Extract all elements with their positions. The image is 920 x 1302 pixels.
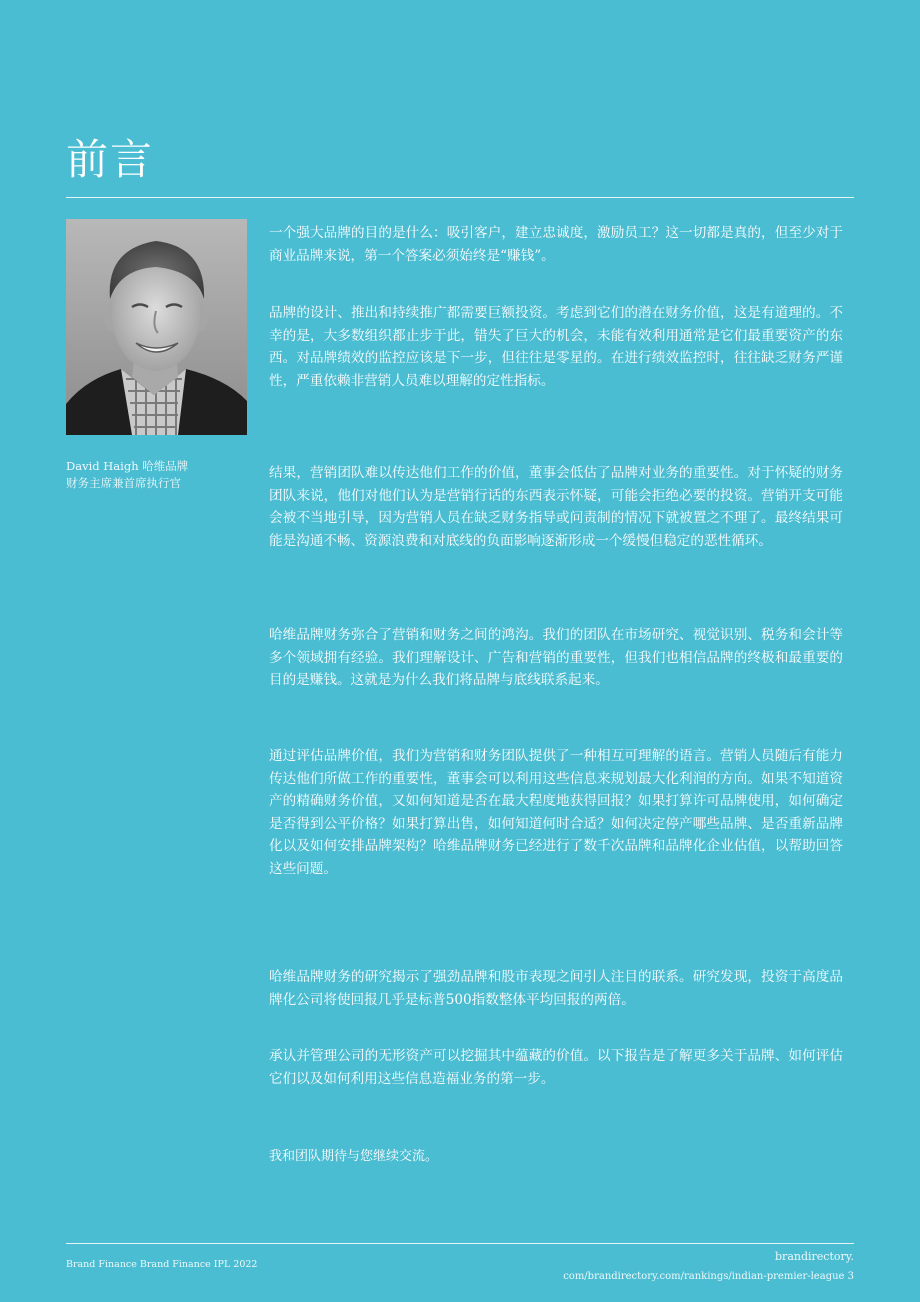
paragraph-1: 一个强大品牌的目的是什么：吸引客户，建立忠诚度，激励员工？这一切都是真的，但至少对于商业品牌来说，第一个答案必须始终是“赚钱”。 [269,225,843,264]
portrait-caption: David Haigh 哈维品牌财务主席兼首席执行官 [66,459,189,490]
paragraph-4: 哈维品牌财务弥合了营销和财务之间的鸿沟。我们的团队在市场研究、视觉识别、税务和会计等多个领域拥有经验。我们理解设计、广告和营销的重要性，但我们也相信品牌的终极和最重要的目的是赚钱。这就是为什么我们将品牌与底线联系起来。 [269,627,843,689]
paragraph-3: 结果，营销团队难以传达他们工作的价值，董事会低估了品牌对业务的重要性。对于怀疑的财务团队来说，他们对他们认为是营销行话的东西表示怀疑，可能会拒绝必要的投资。营销开支可能会被不当地引导，因为营销人员在缺乏财务指导或问责制的情况下就被置之不理了。最终结果可能是沟通不畅、资源浪费和对底线的负面影响逐渐形成一个缓慢但稳定的恶性循环。 [269,465,843,549]
closing-line: 我和团队期待与您继续交流。 [269,1149,439,1164]
portrait-illustration [66,219,247,435]
paragraph-2: 品牌的设计、推出和持续推广都需要巨额投资。考虑到它们的潜在财务价值，这是有道理的。不幸的是，大多数组织都止步于此，错失了巨大的机会，未能有效利用通常是它们最重要资产的东西。对品牌绩效的监控应该是下一步，但往往是零星的。在进行绩效监控时，往往缺乏财务严谨性，严重依赖非营销人员难以理解的定性指标。 [269,305,843,389]
footer-link[interactable] [563,1247,854,1287]
title-divider [66,197,854,198]
footer-link-line2[interactable]: com/brandirectory.com/rankings/indian-premier-league 3 [563,1271,854,1282]
footer-link-line1[interactable]: brandirectory. [775,1250,854,1263]
footer-divider [66,1243,854,1244]
page-title: 前言 [66,135,155,184]
portrait-photo [66,219,247,435]
paragraph-5: 通过评估品牌价值，我们为营销和财务团队提供了一种相互可理解的语言。营销人员随后有能力传达他们所做工作的重要性，董事会可以利用这些信息来规划最大化利润的方向。如果不知道资产的精确财务价值，又如何知道是否在最大程度地获得回报？如果打算许可品牌使用，如何确定是否得到公平价格？如果打算出售，如何知道何时合适？如何决定停产哪些品牌、是否重新品牌化以及如何安排品牌架构？哈维品牌财务已经进行了数千次品牌和品牌化企业估值，以帮助回答这些问题。 [269,748,843,877]
paragraph-7: 承认并管理公司的无形资产可以挖掘其中蕴藏的价值。以下报告是了解更多关于品牌、如何评估它们以及如何利用这些信息造福业务的第一步。 [269,1048,843,1087]
paragraph-6: 哈维品牌财务的研究揭示了强劲品牌和股市表现之间引人注目的联系。研究发现，投资于高度品牌化公司将使回报几乎是标普500指数整体平均回报的两倍。 [269,969,843,1008]
footer-publication: Brand Finance Brand Finance IPL 2022 [66,1259,258,1270]
